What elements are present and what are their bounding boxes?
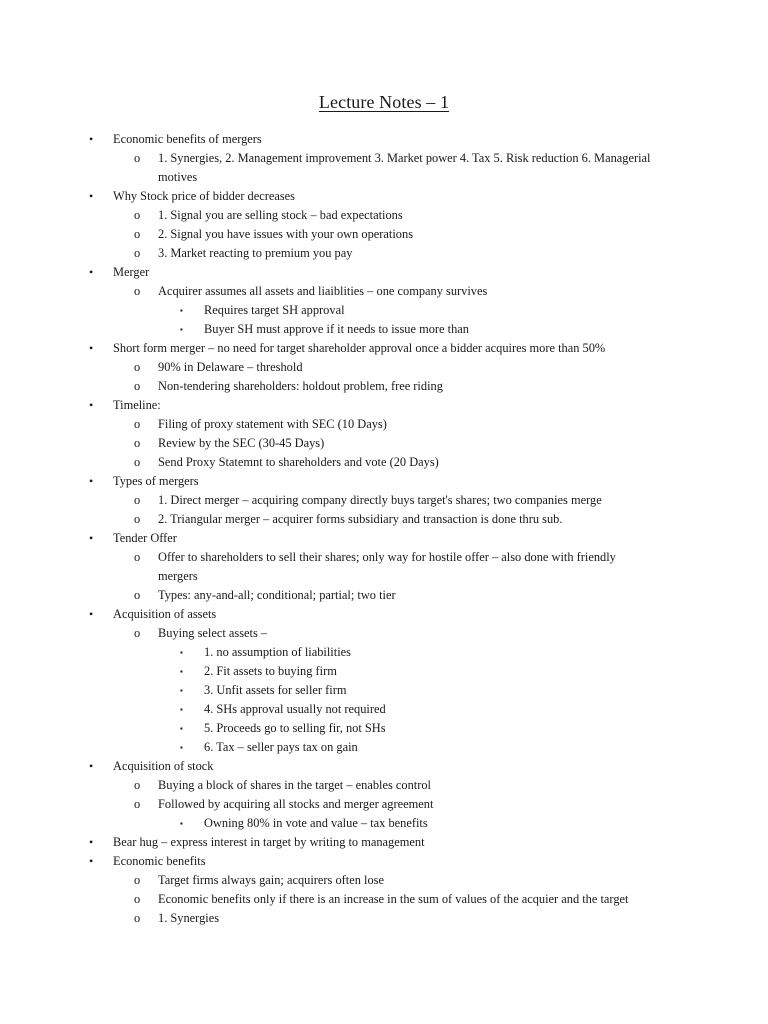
list-item bbox=[0, 244, 768, 263]
circle-marker: o bbox=[134, 379, 141, 393]
list-item-text: 3. Market reacting to premium you pay bbox=[158, 246, 353, 260]
square-marker: ▪ bbox=[180, 705, 183, 714]
list-item-text: 3. Unfit assets for seller firm bbox=[204, 683, 347, 697]
list-item bbox=[0, 643, 768, 662]
page-title: Lecture Notes – 1 bbox=[318, 92, 450, 112]
bullet-marker: • bbox=[89, 189, 94, 203]
circle-marker: o bbox=[134, 892, 141, 906]
circle-marker: o bbox=[134, 493, 141, 507]
list-item bbox=[0, 339, 768, 358]
list-item bbox=[0, 377, 768, 396]
list-item bbox=[0, 187, 768, 206]
bullet-marker: • bbox=[89, 607, 94, 621]
circle-marker: o bbox=[134, 151, 141, 165]
square-marker: ▪ bbox=[180, 667, 183, 676]
list-item-text: Buying a block of shares in the target – enables control bbox=[158, 778, 431, 792]
list-item-text: 1. Direct merger – acquiring company directly buys target's shares; two companies merge bbox=[158, 493, 602, 507]
list-item-text: 1. Synergies, 2. Management improvement 3. Market power 4. Tax 5. Risk reduction 6. Managerial motives bbox=[158, 151, 651, 184]
list-item bbox=[0, 415, 768, 434]
list-item-text: 2. Triangular merger – acquirer forms subsidiary and transaction is done thru sub. bbox=[158, 512, 563, 526]
square-marker: ▪ bbox=[180, 819, 183, 828]
list-item bbox=[0, 814, 768, 833]
list-item-text: 1. Synergies bbox=[158, 911, 220, 925]
list-item bbox=[0, 586, 768, 605]
list-item-text: Short form merger – no need for target shareholder approval once a bidder acquires more than 50% bbox=[113, 341, 606, 355]
circle-marker: o bbox=[134, 417, 141, 431]
square-marker: ▪ bbox=[180, 325, 183, 334]
square-marker: ▪ bbox=[180, 724, 183, 733]
list-item bbox=[0, 852, 768, 871]
list-item-text: Send Proxy Statemnt to shareholders and vote (20 Days) bbox=[158, 455, 439, 469]
square-marker: ▪ bbox=[180, 743, 183, 752]
circle-marker: o bbox=[134, 455, 141, 469]
list-item-text: Buyer SH must approve if it needs to issue more than bbox=[204, 322, 469, 336]
circle-marker: o bbox=[134, 246, 141, 260]
notes-list bbox=[0, 130, 768, 928]
list-item bbox=[0, 757, 768, 776]
list-item bbox=[0, 491, 768, 510]
circle-marker: o bbox=[134, 797, 141, 811]
list-item-text: Types: any-and-all; conditional; partial; two tier bbox=[158, 588, 396, 602]
list-item-text: Buying select assets – bbox=[158, 626, 268, 640]
list-item bbox=[0, 833, 768, 852]
circle-marker: o bbox=[134, 436, 141, 450]
list-item bbox=[0, 548, 768, 586]
list-item bbox=[0, 662, 768, 681]
bullet-marker: • bbox=[89, 835, 94, 849]
square-marker: ▪ bbox=[180, 306, 183, 315]
list-item bbox=[0, 681, 768, 700]
square-marker: ▪ bbox=[180, 686, 183, 695]
list-item-text: 4. SHs approval usually not required bbox=[204, 702, 386, 716]
list-item bbox=[0, 434, 768, 453]
list-item-text: Economic benefits only if there is an increase in the sum of values of the acquier and the target bbox=[158, 892, 629, 906]
list-item bbox=[0, 890, 768, 909]
bullet-marker: • bbox=[89, 759, 94, 773]
list-item bbox=[0, 396, 768, 415]
list-item-text: Economic benefits of mergers bbox=[113, 132, 262, 146]
list-item-text: Requires target SH approval bbox=[204, 303, 345, 317]
circle-marker: o bbox=[134, 626, 141, 640]
circle-marker: o bbox=[134, 360, 141, 374]
list-item bbox=[0, 130, 768, 149]
circle-marker: o bbox=[134, 550, 141, 564]
list-item-text: 1. no assumption of liabilities bbox=[204, 645, 351, 659]
bullet-marker: • bbox=[89, 265, 94, 279]
list-item-text: 2. Fit assets to buying firm bbox=[204, 664, 337, 678]
list-item bbox=[0, 700, 768, 719]
list-item-text: Timeline: bbox=[113, 398, 161, 412]
list-item bbox=[0, 719, 768, 738]
list-item-text: Offer to shareholders to sell their shares; only way for hostile offer – also done with friendly mergers bbox=[158, 550, 616, 583]
circle-marker: o bbox=[134, 227, 141, 241]
list-item-text: 90% in Delaware – threshold bbox=[158, 360, 303, 374]
list-item-text: Filing of proxy statement with SEC (10 Days) bbox=[158, 417, 387, 431]
list-item bbox=[0, 738, 768, 757]
circle-marker: o bbox=[134, 911, 141, 925]
list-item-text: Acquirer assumes all assets and liaiblities – one company survives bbox=[158, 284, 488, 298]
circle-marker: o bbox=[134, 512, 141, 526]
list-item-text: Acquisition of stock bbox=[113, 759, 214, 773]
circle-marker: o bbox=[134, 208, 141, 222]
list-item bbox=[0, 453, 768, 472]
circle-marker: o bbox=[134, 873, 141, 887]
list-item-text: Acquisition of assets bbox=[113, 607, 217, 621]
list-item-text: 1. Signal you are selling stock – bad expectations bbox=[158, 208, 403, 222]
list-item-text: Economic benefits bbox=[113, 854, 206, 868]
list-item bbox=[0, 149, 768, 187]
bullet-marker: • bbox=[89, 474, 94, 488]
list-item-text: Types of mergers bbox=[113, 474, 199, 488]
list-item bbox=[0, 795, 768, 814]
list-item-text: Tender Offer bbox=[113, 531, 177, 545]
list-item bbox=[0, 871, 768, 890]
list-item bbox=[0, 320, 768, 339]
list-item bbox=[0, 301, 768, 320]
circle-marker: o bbox=[134, 284, 141, 298]
list-item bbox=[0, 282, 768, 301]
list-item bbox=[0, 263, 768, 282]
bullet-marker: • bbox=[89, 531, 94, 545]
list-item bbox=[0, 225, 768, 244]
list-item bbox=[0, 206, 768, 225]
bullet-marker: • bbox=[89, 398, 94, 412]
list-item bbox=[0, 624, 768, 643]
circle-marker: o bbox=[134, 778, 141, 792]
bullet-marker: • bbox=[89, 341, 94, 355]
list-item-text: Review by the SEC (30-45 Days) bbox=[158, 436, 325, 450]
list-item-text: Owning 80% in vote and value – tax benefits bbox=[204, 816, 428, 830]
list-item bbox=[0, 529, 768, 548]
list-item-text: Target firms always gain; acquirers often lose bbox=[158, 873, 384, 887]
list-item-text: Why Stock price of bidder decreases bbox=[113, 189, 295, 203]
bullet-marker: • bbox=[89, 854, 94, 868]
list-item-text: Merger bbox=[113, 265, 150, 279]
list-item-text: 5. Proceeds go to selling fir, not SHs bbox=[204, 721, 386, 735]
list-item bbox=[0, 472, 768, 491]
list-item bbox=[0, 776, 768, 795]
list-item bbox=[0, 510, 768, 529]
list-item bbox=[0, 605, 768, 624]
list-item-text: 2. Signal you have issues with your own operations bbox=[158, 227, 414, 241]
list-item-text: 6. Tax – seller pays tax on gain bbox=[204, 740, 358, 754]
square-marker: ▪ bbox=[180, 648, 183, 657]
list-item bbox=[0, 358, 768, 377]
circle-marker: o bbox=[134, 588, 141, 602]
list-item-text: Bear hug – express interest in target by writing to management bbox=[113, 835, 425, 849]
list-item bbox=[0, 909, 768, 928]
list-item-text: Followed by acquiring all stocks and merger agreement bbox=[158, 797, 434, 811]
list-item-text: Non-tendering shareholders: holdout problem, free riding bbox=[158, 379, 443, 393]
bullet-marker: • bbox=[89, 132, 94, 146]
